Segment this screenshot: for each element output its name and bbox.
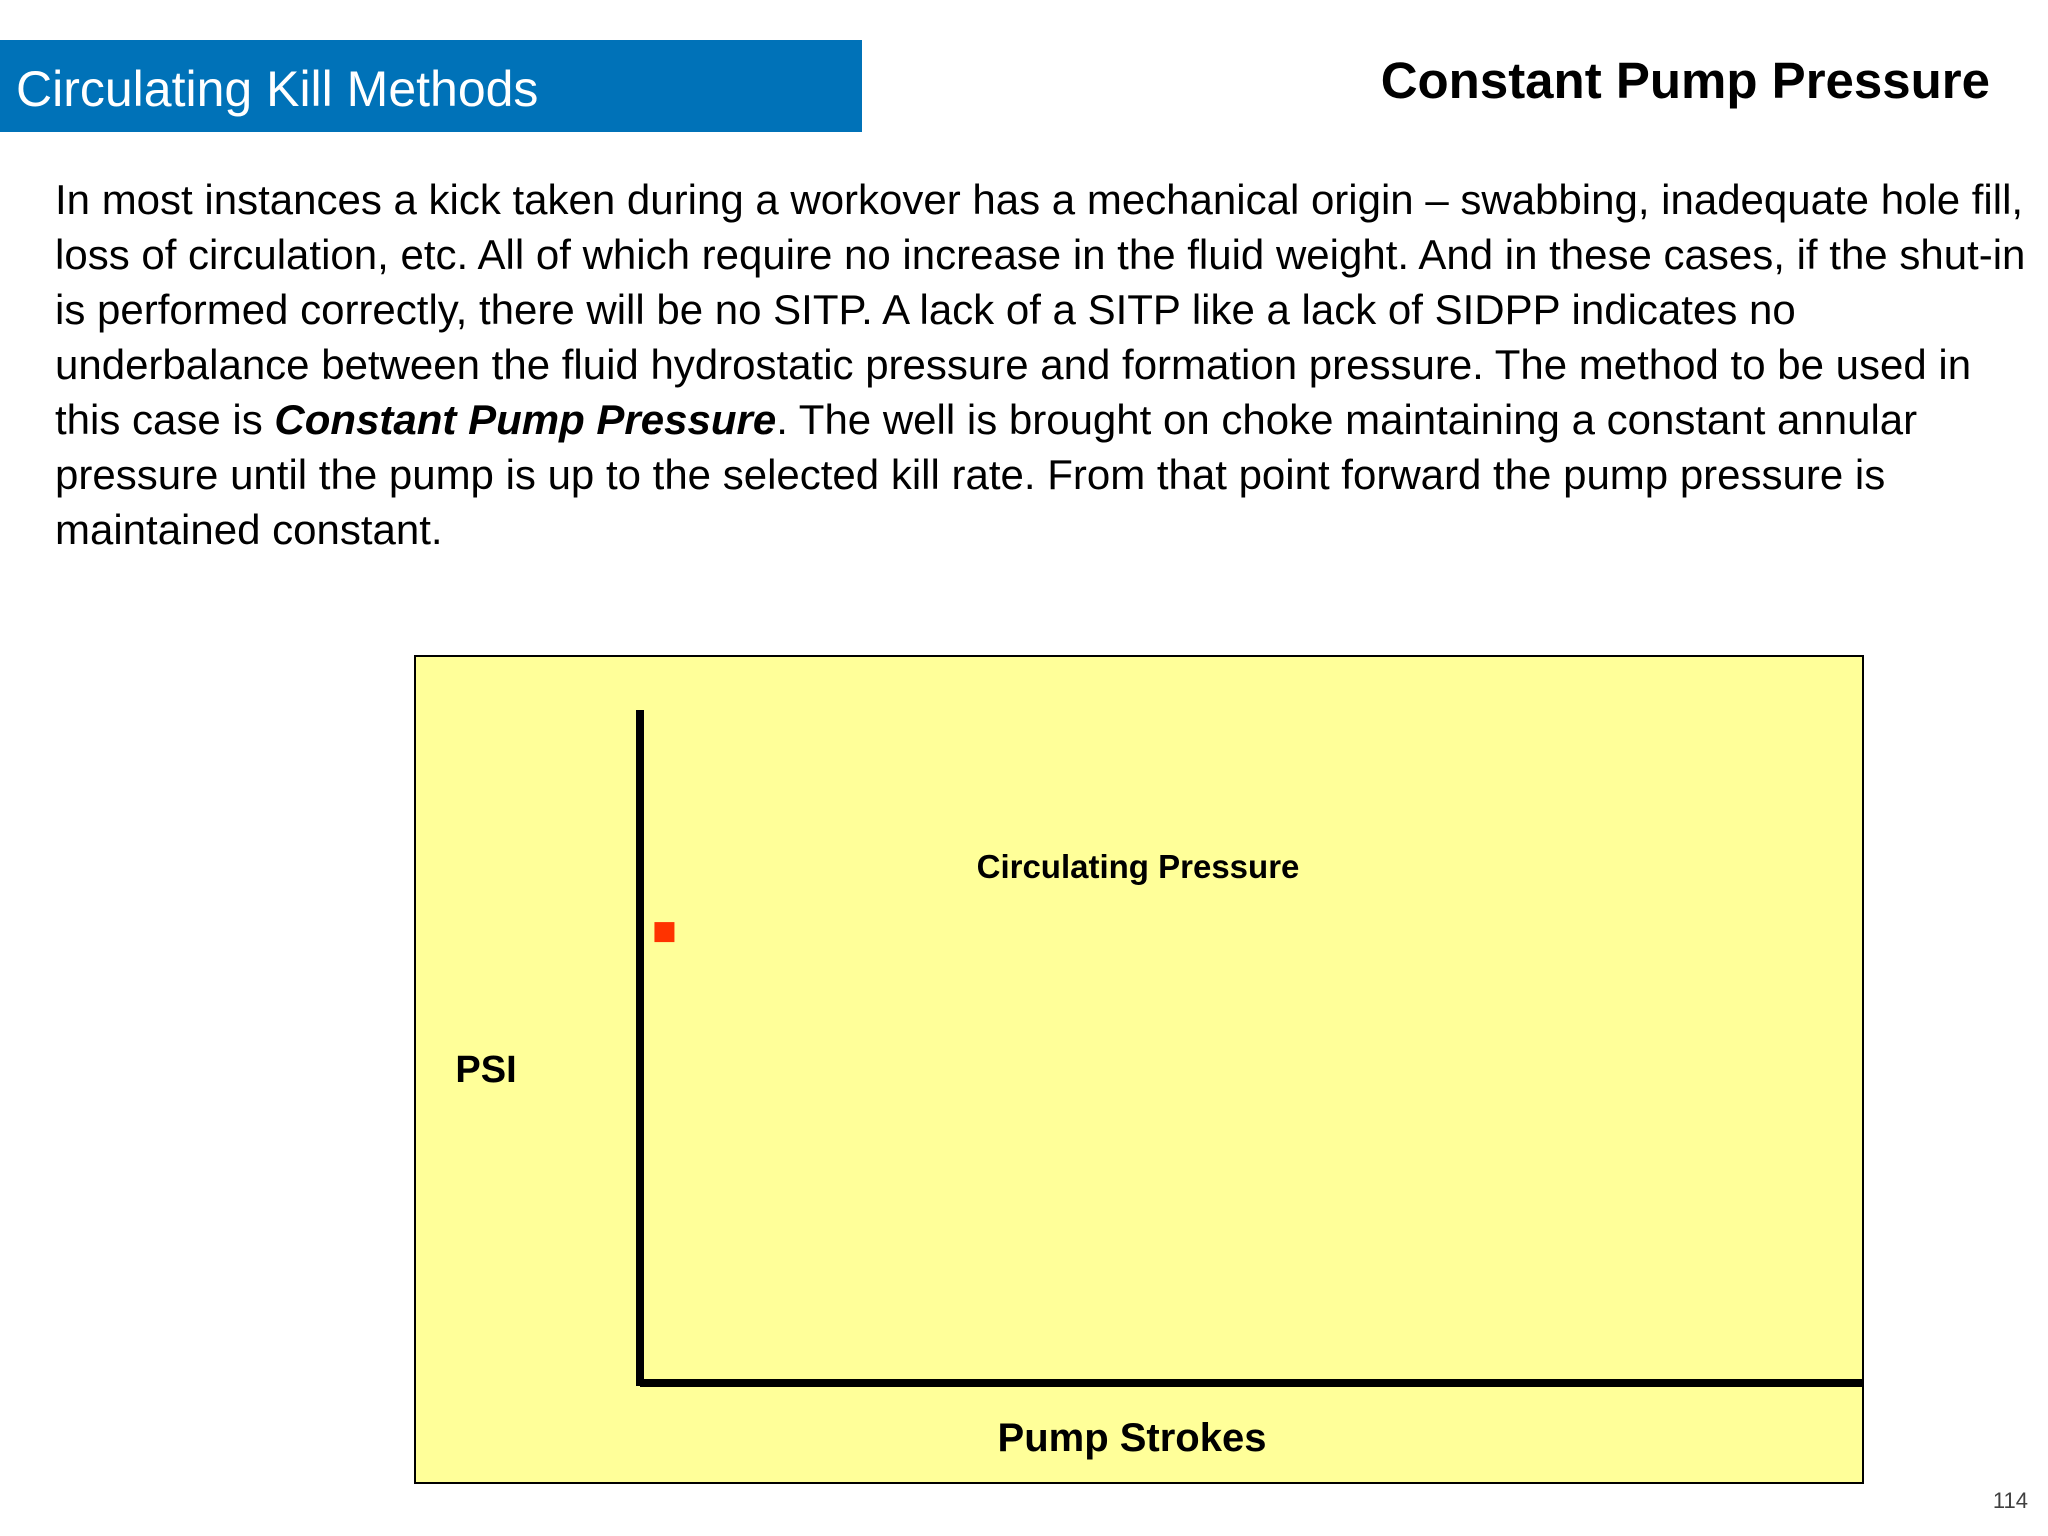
- body-paragraph: [55, 172, 2030, 557]
- chart-annotation-label: Circulating Pressure: [976, 848, 1300, 885]
- body-emphasis: Constant Pump Pressure: [274, 396, 777, 443]
- chart-panel: [414, 655, 1864, 1484]
- section-title: Circulating Kill Methods: [16, 61, 539, 117]
- body-text-part: In most instances a kick taken during a workover has a mechanical origin – swabbing, inadequate hole fill, loss of circulation, etc. All of which require no increase in the fluid weight. And in these cases, if the shut-in is performed correctly, there will be no SITP. A lack of a SITP like a lack of SIDPP indicates no underbalance between the fluid hydrostatic pressure and formation pressure. The method to be used in this case is: [55, 176, 2026, 443]
- page-number: 114: [1992, 1488, 2028, 1513]
- body-text-part: . The well is brought on choke maintaining a constant annular pressure until the pump is up to the selected kill rate. From that point forward the pump pressure is maintained constant.: [55, 396, 1918, 553]
- chart-marks: [654, 922, 674, 942]
- y-axis-label: PSI: [455, 1049, 517, 1091]
- chart-svg: [416, 657, 1862, 1482]
- data-point-marker: [654, 922, 674, 942]
- x-axis-label: Pump Strokes: [997, 1416, 1267, 1460]
- slide-title: Constant Pump Pressure: [1380, 52, 1990, 109]
- section-banner: [0, 40, 862, 132]
